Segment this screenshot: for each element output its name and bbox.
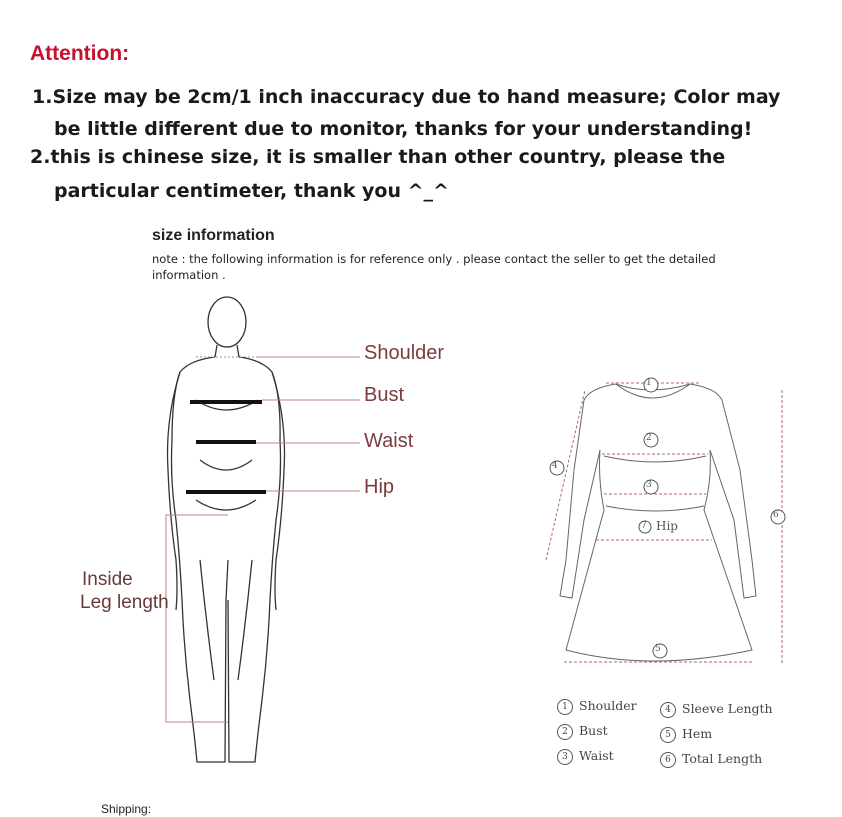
- attention-line-2: 2.this is chinese size, it is smaller than other country, please the: [30, 146, 726, 168]
- legend-item-shoulder: 1 Shoulder: [557, 698, 637, 715]
- legend-number: 1: [557, 699, 573, 715]
- label-shoulder: Shoulder: [364, 342, 445, 364]
- size-information-note: note : the following information is for reference only . please contact the seller to get the detailed information .: [152, 252, 716, 282]
- attention-line-1-continued: be little different due to monitor, thanks for your understanding!: [54, 118, 753, 140]
- attention-line-1: 1.Size may be 2cm/1 inch inaccuracy due to hand measure; Color may: [32, 86, 781, 108]
- legend-item-bust: 2 Bust: [557, 723, 608, 740]
- dress-marker-5: 5: [655, 644, 661, 654]
- attention-line-2-continued: particular centimeter, thank you ^_^: [54, 180, 449, 202]
- label-hip: Hip: [364, 476, 395, 498]
- legend-item-sleeve-length: 4 Sleeve Length: [660, 701, 773, 718]
- label-waist: Waist: [364, 430, 414, 452]
- legend-number: 6: [660, 752, 676, 768]
- dress-marker-3: 3: [646, 480, 652, 490]
- size-information-title: size information: [152, 227, 275, 244]
- dress-marker-4: 4: [552, 461, 558, 471]
- label-leg-length: Leg length: [80, 592, 169, 613]
- legend-number: 5: [660, 727, 676, 743]
- legend-number: 3: [557, 749, 573, 765]
- legend-number: 2: [557, 724, 573, 740]
- shipping-heading: Shipping:: [101, 802, 152, 816]
- dress-marker-hip-label: Hip: [656, 519, 678, 533]
- dress-marker-1: 1: [646, 378, 652, 388]
- dress-marker-6: 6: [773, 510, 779, 520]
- legend-item-total-length: 6 Total Length: [660, 751, 762, 768]
- legend-item-waist: 3 Waist: [557, 748, 614, 765]
- dress-marker-7: 7: [641, 521, 647, 531]
- legend-number: 4: [660, 702, 676, 718]
- label-inside-leg: Inside: [82, 569, 133, 590]
- dress-marker-2: 2: [646, 433, 652, 443]
- label-bust: Bust: [364, 384, 405, 406]
- attention-heading: Attention:: [30, 42, 130, 65]
- legend-item-hem: 5 Hem: [660, 726, 712, 743]
